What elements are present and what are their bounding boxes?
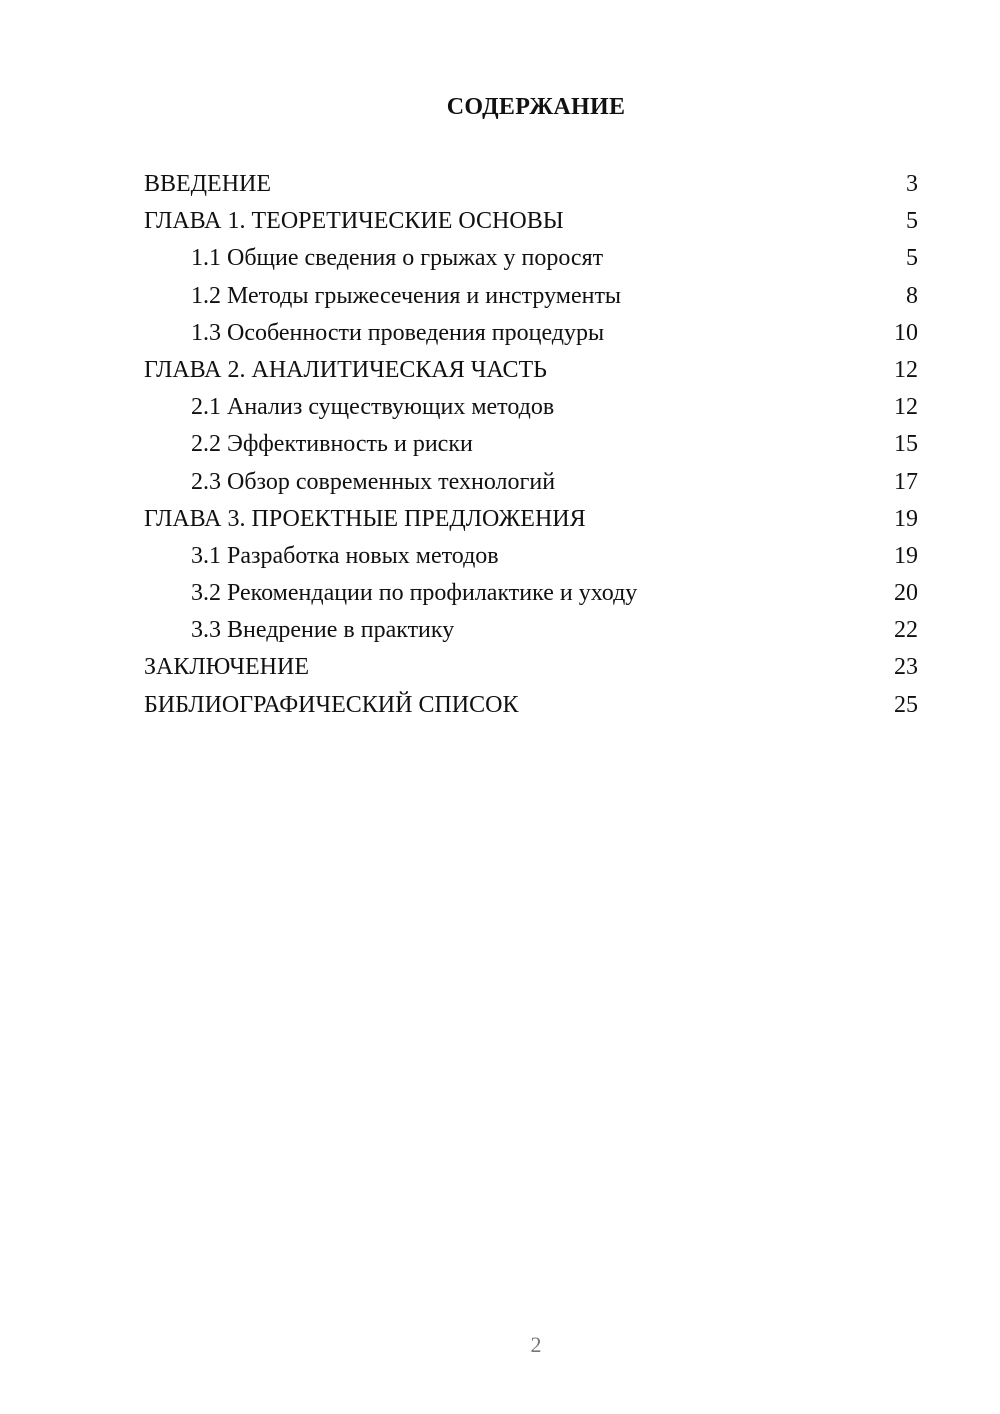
toc-entry-page: 10 <box>894 319 918 346</box>
toc-entry-page: 5 <box>906 245 918 272</box>
toc-entry-chapter-1 <box>144 203 918 240</box>
page-number: 2 <box>530 1332 542 1357</box>
toc-entry-label: ГЛАВА 3. ПРОЕКТНЫЕ ПРЕДЛОЖЕНИЯ <box>144 505 586 532</box>
toc-entry-section-2-2 <box>144 426 918 463</box>
toc-entry-page: 19 <box>894 542 918 569</box>
toc-entry-page: 22 <box>894 617 918 644</box>
toc-entry-page: 17 <box>894 468 918 495</box>
toc-entry-page: 19 <box>894 505 918 532</box>
toc-entry-label: ЗАКЛЮЧЕНИЕ <box>144 654 309 681</box>
toc-entry-section-3-3 <box>144 612 918 649</box>
toc-entry-page: 20 <box>894 580 918 607</box>
toc-entry-label: 1.3 Особенности проведения процедуры <box>191 319 605 346</box>
toc-entry-label: 3.2 Рекомендации по профилактике и уходу <box>191 580 638 607</box>
toc-entry-page: 12 <box>894 356 918 383</box>
toc-entry-section-1-1 <box>144 240 918 277</box>
toc-entry-section-2-3 <box>144 464 918 501</box>
toc-entry-label: 1.1 Общие сведения о грыжах у поросят <box>191 245 604 272</box>
toc-entry-section-2-1 <box>144 389 918 426</box>
toc-entry-section-1-2 <box>144 278 918 315</box>
toc-entry-label: ГЛАВА 1. ТЕОРЕТИЧЕСКИЕ ОСНОВЫ <box>144 208 564 235</box>
toc-entry-label: ГЛАВА 2. АНАЛИТИЧЕСКАЯ ЧАСТЬ <box>144 356 547 383</box>
toc-entry-label: 3.3 Внедрение в практику <box>191 617 455 644</box>
toc-entry-introduction <box>144 166 918 203</box>
toc-entry-page: 15 <box>894 431 918 458</box>
page-title: СОДЕРЖАНИЕ <box>446 94 626 120</box>
toc-entry-label: 2.2 Эффективность и риски <box>191 431 473 458</box>
toc-entry-page: 8 <box>906 282 918 309</box>
toc-entry-section-1-3 <box>144 315 918 352</box>
toc-entry-label: 2.1 Анализ существующих методов <box>191 394 555 421</box>
toc-entry-section-3-2 <box>144 575 918 612</box>
toc-entry-page: 3 <box>906 171 918 197</box>
toc-entry-chapter-3 <box>144 501 918 538</box>
toc-entry-label: ВВЕДЕНИЕ <box>144 171 272 197</box>
toc-entry-label: БИБЛИОГРАФИЧЕСКИЙ СПИСОК <box>144 691 519 718</box>
toc-entry-page: 25 <box>894 691 918 718</box>
toc-entry-conclusion <box>144 649 918 686</box>
toc-entry-label: 1.2 Методы грыжесечения и инструменты <box>191 282 622 309</box>
toc-entry-page: 23 <box>894 654 918 681</box>
toc-entry-chapter-2 <box>144 352 918 389</box>
toc-entry-label: 3.1 Разработка новых методов <box>191 542 499 569</box>
toc-entry-page: 5 <box>906 208 918 235</box>
toc-entry-bibliography <box>144 687 918 724</box>
table-of-contents <box>144 166 918 724</box>
toc-entry-label: 2.3 Обзор современных технологий <box>191 468 556 495</box>
toc-entry-page: 12 <box>894 394 918 421</box>
toc-entry-section-3-1 <box>144 538 918 575</box>
